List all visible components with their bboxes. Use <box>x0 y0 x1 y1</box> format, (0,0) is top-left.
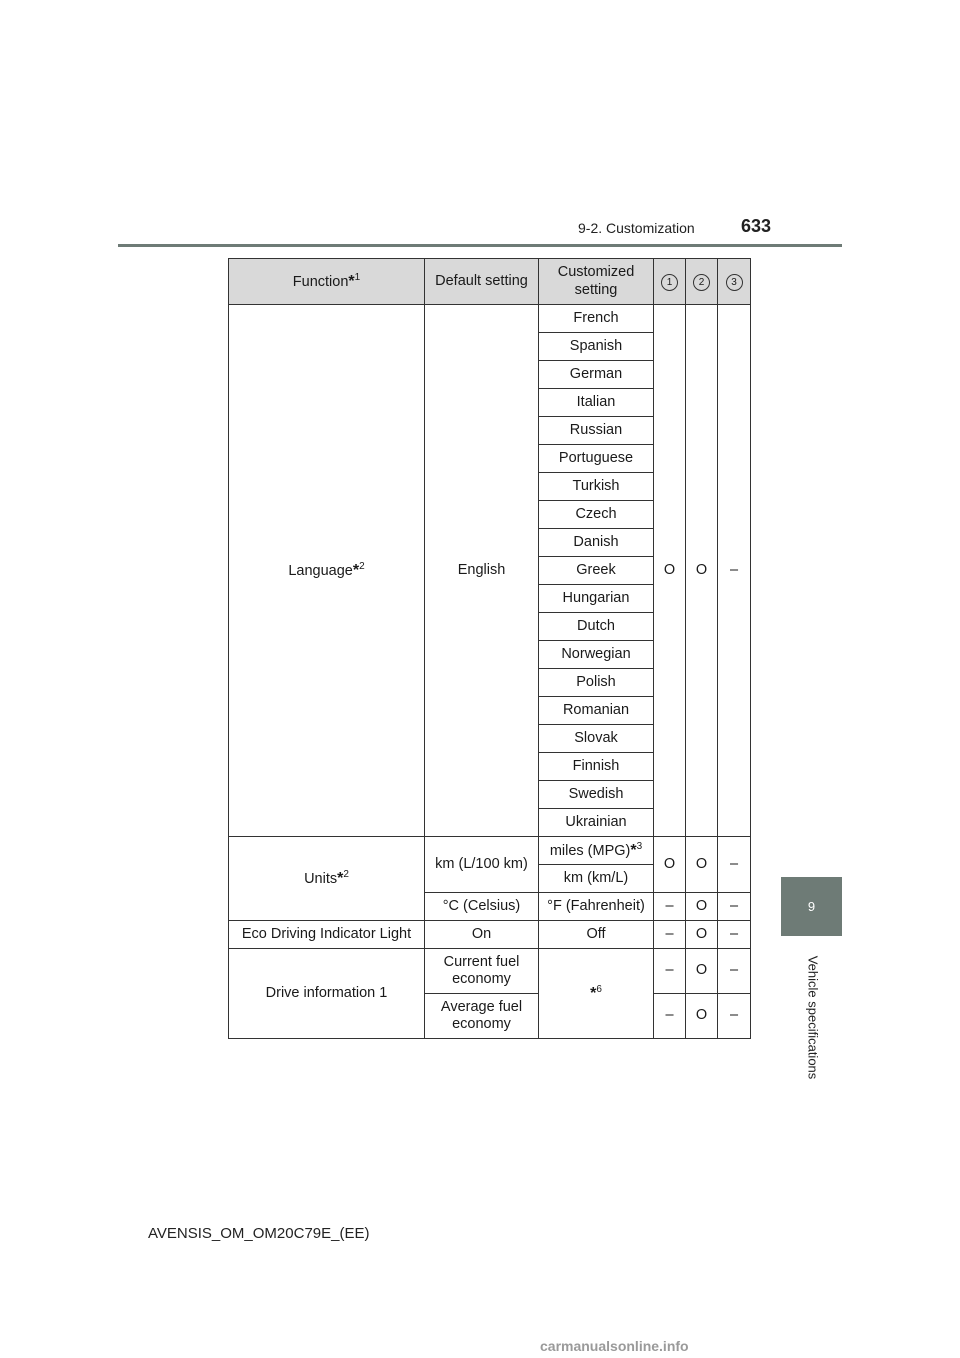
language-option: Hungarian <box>539 585 654 613</box>
drive-col-1: – <box>654 994 686 1039</box>
units-default-distance: km (L/100 km) <box>425 837 539 893</box>
table-row <box>229 921 751 949</box>
language-option: Norwegian <box>539 641 654 669</box>
language-option: Greek <box>539 557 654 585</box>
drive-default-cell: Current fuel economy <box>425 949 539 994</box>
drive-col-2: O <box>686 994 718 1039</box>
drive-col-3: – <box>718 994 751 1039</box>
language-option: German <box>539 361 654 389</box>
header-customized-setting: Customized setting <box>539 259 654 305</box>
language-default-cell: English <box>425 305 539 837</box>
language-option: Polish <box>539 669 654 697</box>
chapter-title-vertical <box>803 945 823 1090</box>
language-option: Czech <box>539 501 654 529</box>
table-row <box>229 305 751 333</box>
customization-table <box>228 258 751 1039</box>
table-row <box>229 949 751 994</box>
units-default-temperature: °C (Celsius) <box>425 893 539 921</box>
chapter-tab[interactable] <box>781 877 842 936</box>
language-option: Finnish <box>539 753 654 781</box>
units-temp-col-3: – <box>718 893 751 921</box>
language-option: Turkish <box>539 473 654 501</box>
eco-function-cell: Eco Driving Indicator Light <box>229 921 425 949</box>
units-temp-col-2: O <box>686 893 718 921</box>
drive-function-cell: Drive information 1 <box>229 949 425 1039</box>
language-col-3: – <box>718 305 751 837</box>
eco-option-cell: Off <box>539 921 654 949</box>
drive-col-1: – <box>654 949 686 994</box>
units-option: km (km/L) <box>539 865 654 893</box>
language-col-1: O <box>654 305 686 837</box>
drive-customized-cell: *$^6$ <box>539 949 654 1039</box>
watermark: carmanualsonline.info <box>540 1338 689 1354</box>
chapter-number: 9 <box>807 899 816 914</box>
header-default-setting: Default setting <box>425 259 539 305</box>
language-option: Danish <box>539 529 654 557</box>
asterisk-icon: * <box>348 272 355 290</box>
header-divider <box>118 244 842 247</box>
drive-col-3: – <box>718 949 751 994</box>
header-col-2 <box>686 259 718 305</box>
circled-number-3-icon: 3 <box>726 274 743 291</box>
page-number: 633 <box>741 216 772 236</box>
drive-col-2: O <box>686 949 718 994</box>
drive-default-cell: Average fuel economy <box>425 994 539 1039</box>
eco-col-1: – <box>654 921 686 949</box>
language-option: Italian <box>539 389 654 417</box>
language-option: Swedish <box>539 781 654 809</box>
language-option: Ukrainian <box>539 809 654 837</box>
units-distance-col-2: O <box>686 837 718 893</box>
units-option: miles (MPG)*$^3$ <box>539 837 654 865</box>
language-option: Portuguese <box>539 445 654 473</box>
section-title: 9-2. Customization <box>578 220 695 236</box>
table-row <box>229 837 751 865</box>
language-option: Romanian <box>539 697 654 725</box>
units-option: °F (Fahrenheit) <box>539 893 654 921</box>
language-option: French <box>539 305 654 333</box>
asterisk-icon: * <box>630 841 637 859</box>
document-id: AVENSIS_OM_OM20C79E_(EE) <box>148 1225 370 1242</box>
eco-default-cell: On <box>425 921 539 949</box>
header-function: Function*$^1$ <box>229 259 425 305</box>
asterisk-icon: * <box>337 869 344 887</box>
asterisk-icon: * <box>352 561 360 579</box>
units-temp-col-1: – <box>654 893 686 921</box>
language-option: Spanish <box>539 333 654 361</box>
table-header-row <box>229 259 751 305</box>
language-option: Slovak <box>539 725 654 753</box>
header-col-3 <box>718 259 751 305</box>
chapter-title: Vehicle specifications <box>805 955 821 1080</box>
units-function-cell: Units*$^2$ <box>229 837 425 921</box>
language-option: Dutch <box>539 613 654 641</box>
language-col-2: O <box>686 305 718 837</box>
asterisk-icon: * <box>590 984 597 1002</box>
language-option: Russian <box>539 417 654 445</box>
header-col-1 <box>654 259 686 305</box>
circled-number-1-icon: 1 <box>661 274 678 291</box>
language-function-cell: Language*$^2$ <box>229 305 425 837</box>
eco-col-3: – <box>718 921 751 949</box>
eco-col-2: O <box>686 921 718 949</box>
units-distance-col-1: O <box>654 837 686 893</box>
circled-number-2-icon: 2 <box>693 274 710 291</box>
units-distance-col-3: – <box>718 837 751 893</box>
